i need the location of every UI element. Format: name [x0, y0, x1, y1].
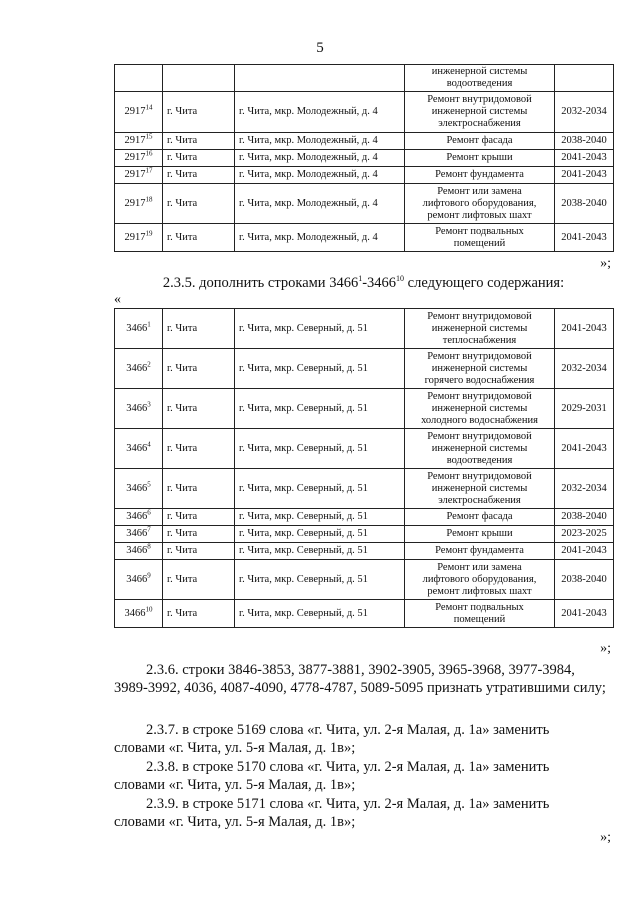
address-cell: г. Чита, мкр. Северный, д. 51 [235, 389, 405, 429]
work-type-line: Ремонт или замена [437, 561, 522, 573]
address-cell: г. Чита, мкр. Северный, д. 51 [235, 349, 405, 389]
period-cell: 2041-2043 [555, 309, 614, 349]
table-top [114, 64, 614, 252]
period-cell: 2041-2043 [555, 429, 614, 469]
city-cell: г. Чита [163, 309, 235, 349]
address-cell: г. Чита, мкр. Северный, д. 51 [235, 509, 405, 526]
work-type-line: помещений [453, 613, 506, 625]
table-row [115, 389, 614, 429]
table-row [115, 65, 614, 92]
row-number-index: 4 [147, 440, 151, 448]
work-type-cell [405, 469, 555, 509]
table-row [115, 560, 614, 600]
table-row [115, 526, 614, 543]
work-type-line: Ремонт фундамента [435, 169, 524, 180]
city-cell: г. Чита [163, 133, 235, 150]
period-cell: 2041-2043 [555, 167, 614, 184]
work-type-line: Ремонт внутридомовой [427, 310, 532, 322]
row-number: 2917 [124, 169, 146, 180]
table-row [115, 349, 614, 389]
row-number-index: 7 [147, 525, 151, 534]
table-row [115, 509, 614, 526]
address-cell: г. Чита, мкр. Северный, д. 51 [235, 429, 405, 469]
city-cell: г. Чита [163, 224, 235, 252]
row-number-cell [115, 224, 163, 252]
row-number: 2917 [124, 231, 146, 243]
period-cell: 2032-2034 [555, 469, 614, 509]
row-number: 2917 [124, 135, 146, 146]
row-number: 3466 [126, 511, 148, 522]
work-type-line: лифтового оборудования, [422, 197, 537, 209]
city-cell: г. Чита [163, 469, 235, 509]
paragraph-2-3-6: 2.3.6. строки 3846-3853, 3877-3881, 3902-3905, 3965-3968, 3977-3984, 3989-3992, 4036, 4087-4090, 4778-4787, 5089-5095 признать утратившими силу; [114, 662, 606, 696]
address-cell [235, 65, 405, 92]
work-type-line: теплоснабжения [442, 334, 517, 346]
row-number-index: 2 [147, 360, 151, 368]
city-cell: г. Чита [163, 560, 235, 600]
row-number: 3466 [126, 402, 148, 414]
row-number-index: 1 [147, 320, 151, 328]
work-type-line: лифтового оборудования, [422, 573, 537, 585]
row-number-index: 14 [145, 103, 153, 112]
period-cell: 2029-2031 [555, 389, 614, 429]
work-type-line: ремонт лифтовых шахт [427, 209, 532, 221]
row-number-cell [115, 543, 163, 560]
period-cell: 2032-2034 [555, 349, 614, 389]
work-type-cell [405, 150, 555, 167]
work-type-cell [405, 600, 555, 628]
closing-quote-1: »; [600, 256, 611, 271]
work-type-line: Ремонт внутридомовой [427, 350, 532, 362]
row-number-cell [115, 92, 163, 133]
address-cell: г. Чита, мкр. Молодежный, д. 4 [235, 184, 405, 224]
row-number-cell [115, 600, 163, 628]
work-type-cell [405, 167, 555, 184]
work-type-cell [405, 429, 555, 469]
table-row [115, 429, 614, 469]
table-bottom [114, 308, 614, 628]
work-type-line: горячего водоснабжения [424, 374, 535, 386]
address-cell: г. Чита, мкр. Молодежный, д. 4 [235, 224, 405, 252]
row-number: 3466 [126, 442, 148, 454]
city-cell: г. Чита [163, 184, 235, 224]
city-cell: г. Чита [163, 600, 235, 628]
row-number: 2917 [124, 152, 146, 163]
table-row [115, 224, 614, 252]
work-type-line: Ремонт крыши [446, 152, 513, 163]
row-number-cell [115, 133, 163, 150]
table-row [115, 469, 614, 509]
section-heading-2-3-5: 2.3.5. дополнить строками 3466$^1$-3466$^{10}$ следующего содержания: [162, 274, 565, 291]
work-type-cell [405, 543, 555, 560]
work-type-line: электроснабжения [438, 494, 521, 506]
work-type-cell [405, 560, 555, 600]
table-row [115, 184, 614, 224]
row-number-cell [115, 469, 163, 509]
opening-quote: « [114, 292, 121, 307]
period-cell [555, 65, 614, 92]
period-cell: 2041-2043 [555, 543, 614, 560]
city-cell: г. Чита [163, 429, 235, 469]
work-type-cell [405, 224, 555, 252]
row-number-cell [115, 560, 163, 600]
table-row [115, 600, 614, 628]
address-cell: г. Чита, мкр. Северный, д. 51 [235, 543, 405, 560]
row-number-index: 6 [147, 508, 151, 517]
table-row [115, 309, 614, 349]
address-cell: г. Чита, мкр. Северный, д. 51 [235, 560, 405, 600]
closing-quote-2: »; [600, 641, 611, 656]
row-number: 3466 [126, 362, 148, 374]
city-cell: г. Чита [163, 509, 235, 526]
table-row [115, 92, 614, 133]
row-number-index: 17 [145, 166, 153, 175]
period-cell: 2038-2040 [555, 560, 614, 600]
row-number-index: 15 [145, 132, 153, 141]
period-cell: 2038-2040 [555, 184, 614, 224]
address-cell: г. Чита, мкр. Молодежный, д. 4 [235, 133, 405, 150]
table-row [115, 133, 614, 150]
work-type-cell [405, 509, 555, 526]
row-number: 3466 [126, 482, 148, 494]
work-type-line: инженерной системы [431, 442, 528, 454]
city-cell: г. Чита [163, 349, 235, 389]
row-number-cell [115, 509, 163, 526]
period-cell: 2023-2025 [555, 526, 614, 543]
row-number-index: 3 [147, 400, 151, 408]
closing-quote-3: »; [600, 830, 611, 845]
row-number-cell [115, 429, 163, 469]
address-cell: г. Чита, мкр. Молодежный, д. 4 [235, 92, 405, 133]
row-number-cell [115, 349, 163, 389]
work-type-cell [405, 65, 555, 92]
row-number-cell [115, 309, 163, 349]
period-cell: 2041-2043 [555, 224, 614, 252]
row-number-cell [115, 389, 163, 429]
work-type-line: ремонт лифтовых шахт [427, 585, 532, 597]
work-type-line: инженерной системы [431, 402, 528, 414]
period-cell: 2038-2040 [555, 133, 614, 150]
work-type-line: водоотведения [446, 78, 513, 89]
work-type-cell [405, 133, 555, 150]
period-cell: 2038-2040 [555, 509, 614, 526]
work-type-line: инженерной системы [431, 106, 528, 117]
row-number: 3466 [124, 607, 146, 619]
work-type-line: водоотведения [446, 454, 513, 466]
period-cell: 2032-2034 [555, 92, 614, 133]
work-type-line: электроснабжения [438, 118, 521, 129]
address-cell: г. Чита, мкр. Северный, д. 51 [235, 469, 405, 509]
work-type-line: Ремонт фундамента [435, 545, 524, 556]
address-cell: г. Чита, мкр. Северный, д. 51 [235, 526, 405, 543]
row-number-index: 18 [145, 195, 153, 203]
row-number-cell [115, 526, 163, 543]
work-type-line: помещений [453, 237, 506, 249]
city-cell [163, 65, 235, 92]
work-type-line: Ремонт или замена [437, 185, 522, 197]
row-number-cell [115, 167, 163, 184]
row-number: 3466 [126, 545, 148, 556]
city-cell: г. Чита [163, 150, 235, 167]
period-cell: 2041-2043 [555, 600, 614, 628]
paragraph-2-3-7: 2.3.7. в строке 5169 слова «г. Чита, ул. 2-я Малая, д. 1а» заменить словами «г. Чита, ул. 5-я Малая, д. 1в»; [114, 722, 550, 756]
period-cell: 2041-2043 [555, 150, 614, 167]
address-cell: г. Чита, мкр. Северный, д. 51 [235, 600, 405, 628]
table-row [115, 150, 614, 167]
city-cell: г. Чита [163, 526, 235, 543]
row-number: 2917 [124, 106, 146, 117]
work-type-line: инженерной системы [431, 362, 528, 374]
row-number-index: 19 [145, 229, 153, 237]
row-number: 3466 [126, 528, 148, 539]
work-type-cell [405, 92, 555, 133]
row-number: 3466 [126, 322, 148, 334]
work-type-line: Ремонт внутридомовой [427, 94, 532, 105]
city-cell: г. Чита [163, 543, 235, 560]
work-type-cell [405, 389, 555, 429]
row-number-index: 9 [147, 571, 151, 579]
page-number: 5 [316, 40, 324, 56]
work-type-cell [405, 526, 555, 543]
row-number-cell [115, 150, 163, 167]
address-cell: г. Чита, мкр. Молодежный, д. 4 [235, 167, 405, 184]
city-cell: г. Чита [163, 389, 235, 429]
paragraph-2-3-8: 2.3.8. в строке 5170 слова «г. Чита, ул. 2-я Малая, д. 1а» заменить словами «г. Чита, ул. 5-я Малая, д. 1в»; [114, 759, 550, 793]
work-type-line: холодного водоснабжения [421, 414, 538, 426]
table-row [115, 167, 614, 184]
city-cell: г. Чита [163, 167, 235, 184]
row-number-cell [115, 184, 163, 224]
work-type-line: инженерной системы [431, 482, 528, 494]
work-type-cell [405, 309, 555, 349]
row-number-index: 8 [147, 542, 151, 551]
work-type-line: Ремонт внутридомовой [427, 390, 532, 402]
work-type-line: инженерной системы [431, 322, 528, 334]
work-type-cell [405, 184, 555, 224]
address-cell: г. Чита, мкр. Молодежный, д. 4 [235, 150, 405, 167]
work-type-line: Ремонт подвальных [435, 601, 524, 613]
paragraph-2-3-9: 2.3.9. в строке 5171 слова «г. Чита, ул. 2-я Малая, д. 1а» заменить словами «г. Чита, ул. 5-я Малая, д. 1в»; [114, 796, 550, 830]
row-number-index: 10 [145, 605, 153, 613]
table-row [115, 543, 614, 560]
work-type-line: Ремонт фасада [446, 511, 513, 522]
row-number-index: 16 [145, 149, 153, 158]
row-number: 3466 [126, 573, 148, 585]
work-type-line: Ремонт внутридомовой [427, 430, 532, 442]
work-type-cell [405, 349, 555, 389]
city-cell: г. Чита [163, 92, 235, 133]
row-number-index: 5 [147, 480, 151, 488]
work-type-line: инженерной системы [431, 66, 528, 77]
work-type-line: Ремонт фасада [446, 135, 513, 146]
row-number-cell [115, 65, 163, 92]
address-cell: г. Чита, мкр. Северный, д. 51 [235, 309, 405, 349]
work-type-line: Ремонт внутридомовой [427, 470, 532, 482]
row-number: 2917 [124, 197, 146, 209]
work-type-line: Ремонт подвальных [435, 225, 524, 237]
work-type-line: Ремонт крыши [446, 528, 513, 539]
